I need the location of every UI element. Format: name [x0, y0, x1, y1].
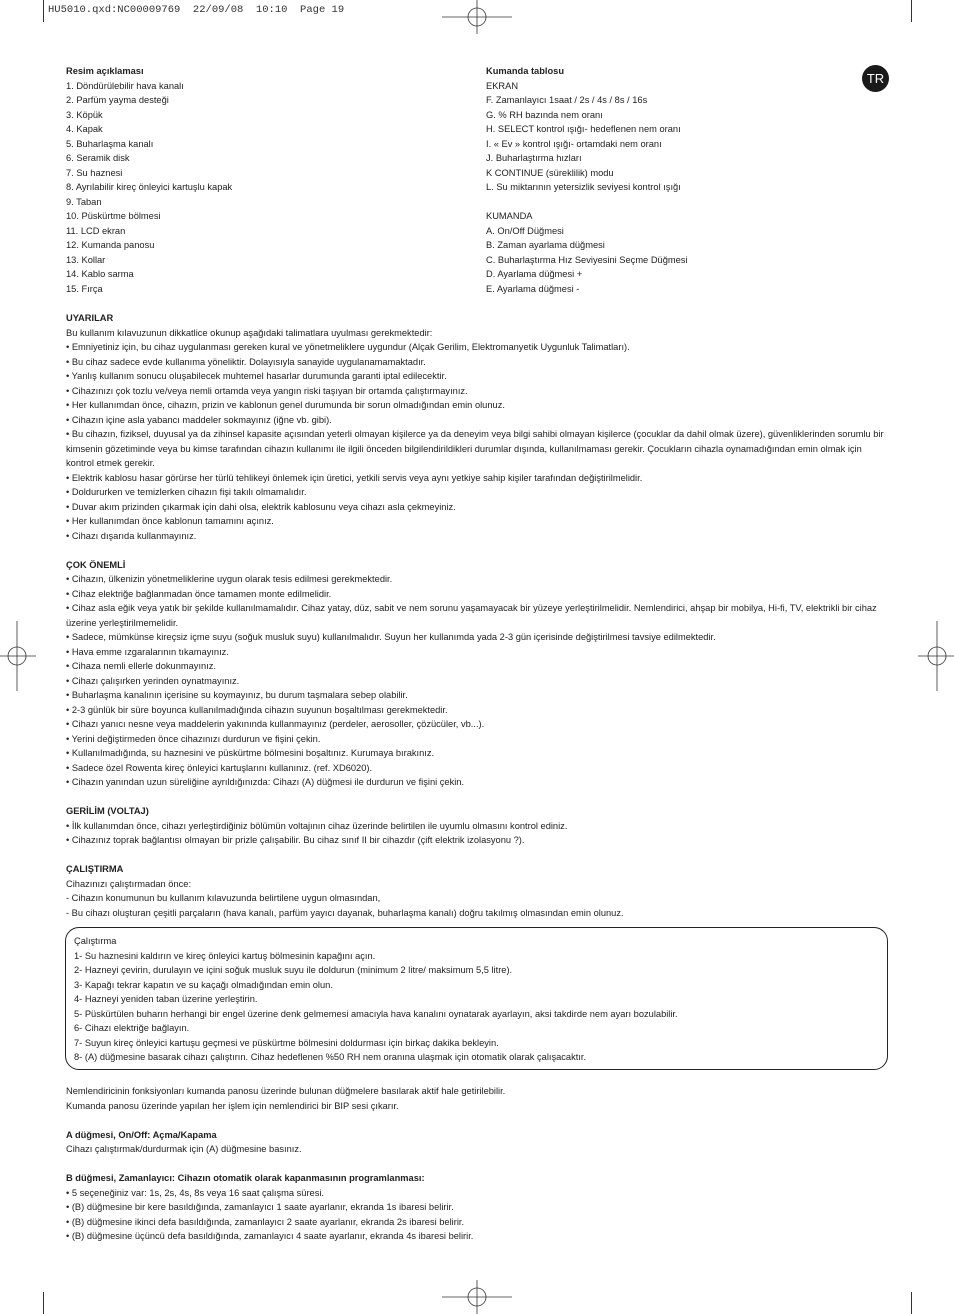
important-item: • Cihaza nemli ellerle dokunmayınız.	[66, 661, 217, 671]
button-b-item: • (B) düğmesine ikinci defa basıldığında, zamanlayıcı 2 saate ayarlanır, ekranda 2s ibaresi belirir.	[66, 1216, 465, 1227]
operation-box-title: Çalıştırma	[74, 936, 117, 946]
warning-item: • Bu cihazın, fiziksel, duyusal ya da zihinsel kapasite açısından yeterli olmayan kişilerce ya da deneyim veya bilgi sahibi olmayan kişilerce (çocuklar da dahil olmak üzere), güvenliklerinden sorumlu bir kimsenin gözetiminde veya bu kimse tarafından cihazın kullanımı ile ilgili önceden bilgilendirildikleri durumlar dışında, kullanılmaması gerekir. Çocukların cihazla oynamadığından emin olmak için kontrol etmek gerekir.	[66, 429, 884, 468]
panel-item: A. On/Off Düğmesi	[486, 225, 564, 236]
important-item: • Cihaz asla eğik veya yatık bir şekilde kullanılmamalıdır. Cihaz yatay, düz, sabit ve nem sorunu yaşamayacak bir yüzeye yerleştirilmelidir. Nemlendirici, ahşap bir mobilya, Hi-fi, TV, elektrikli bir cihaz üzerine yerleştirilmemelidir.	[66, 603, 877, 628]
important-item: • Sadece özel Rowenta kireç önleyici kartuşlarını kullanınız. (ref. XD6020).	[66, 762, 373, 773]
warning-item: • Elektrik kablosu hasar görürse her türlü tehlikeyi önlemek için üretici, yetkili servis veya aynı yetkiye sahip kişiler tarafından değiştirilmelidir.	[66, 472, 643, 483]
screen-item: I. « Ev » kontrol ışığı- ortamdaki nem oranı	[486, 138, 662, 149]
parts-item: 4. Kapak	[66, 124, 103, 134]
important-item: • 2-3 günlük bir süre boyunca kullanılmadığında cihazın suyunun boşaltılması gerekmektedir.	[66, 704, 448, 715]
crop-mark-top-right	[911, 0, 912, 22]
operation-item: - Cihazın konumunun bu kullanım kılavuzunda belirtilene uygun olmasından,	[66, 893, 381, 903]
registration-mark-top	[442, 0, 512, 34]
parts-item: 2. Parfüm yayma desteği	[66, 95, 169, 105]
parts-item: 1. Döndürülebilir hava kanalı	[66, 80, 184, 91]
warning-item: • Emniyetiniz için, bu cihaz uygulanması gereken kural ve yönetmeliklere uygundur (Alçak Gerilim, Elektromanyetik Uygunluk Talimatları).	[66, 342, 630, 352]
panel-item: D. Ayarlama düğmesi +	[486, 269, 583, 279]
parts-list	[66, 64, 466, 296]
button-a-title: A düğmesi, On/Off: Açma/Kapama	[66, 1129, 217, 1140]
button-b-item: • (B) düğmesine bir kere basıldığında, zamanlayıcı 1 saate ayarlanır, ekranda 1s ibaresi belirir.	[66, 1202, 454, 1212]
warning-item: • Cihazınızı çok tozlu ve/veya nemli ortamda veya yangın riski taşıyan bir ortamda çalıştırmayınız.	[66, 385, 468, 396]
operation-step: 3- Kapağı tekrar kapatın ve su kaçağı olmadığından emin olun.	[74, 979, 333, 990]
warning-item: • Cihazı dışarıda kullanmayınız.	[66, 530, 197, 541]
parts-title: Resim açıklaması	[66, 66, 144, 76]
voltage-title: GERİLİM (VOLTAJ)	[66, 806, 149, 816]
warning-item: • Cihazın içine asla yabancı maddeler sokmayınız (iğne vb. gibi).	[66, 414, 332, 425]
operation-section	[66, 862, 888, 1113]
screen-item: H. SELECT kontrol ışığı- hedeflenen nem oranı	[486, 124, 681, 134]
screen-item: F. Zamanlayıcı 1saat / 2s / 4s / 8s / 16s	[486, 95, 648, 105]
warnings-title: UYARILAR	[66, 313, 114, 323]
button-b-title: B düğmesi, Zamanlayıcı: Cihazın otomatik olarak kapanmasının programlanması:	[66, 1173, 425, 1183]
parts-item: 15. Fırça	[66, 283, 103, 294]
warning-item: • Doldururken ve temizlerken cihazın fişi takılı olmamalıdır.	[66, 487, 307, 497]
important-item: • Cihazı yanıcı nesne veya maddelerin yakınında kullanmayınız (perdeler, aerosoller, çözücüler, vb...).	[66, 719, 485, 729]
registration-mark-left	[0, 621, 36, 691]
warning-item: • Bu cihaz sadece evde kullanıma yöneliktir. Dolayısıyla sanayide uygulanamamaktadır.	[66, 356, 426, 367]
button-b-item: • 5 seçeneğiniz var: 1s, 2s, 4s, 8s veya 16 saat çalışma süresi.	[66, 1187, 325, 1198]
voltage-item: • İlk kullanımdan önce, cihazı yerleştirdiğiniz bölümün voltajının cihaz üzerinde belirtilen ile uyumlu olmasını kontrol ediniz.	[66, 820, 568, 831]
registration-mark-bottom	[442, 1280, 512, 1314]
button-a-section	[66, 1128, 888, 1157]
registration-mark-right	[918, 621, 954, 691]
button-b-section	[66, 1171, 888, 1244]
important-item: • Sadece, mümkünse kireçsiz içme suyu (soğuk musluk suyu) kullanılmalıdır. Suyun her kullanımda yada 2-3 gün içerisinde değiştirilmesi tavsiye edilmektedir.	[66, 632, 716, 642]
operation-step: 2- Hazneyi çevirin, durulayın ve içini soğuk musluk suyu ile doldurun (minimum 2 litre/ maksimum 5,5 litre).	[74, 965, 513, 975]
operation-step: 8- (A) düğmesine basarak cihazı çalıştırın. Cihaz hedeflenen %50 RH nem oranına ulaşmak için otomatik olarak çalışacaktır.	[74, 1052, 587, 1062]
main-body	[66, 311, 888, 1244]
important-item: • Yerini değiştirmeden önce cihazınızı durdurun ve fişini çekin.	[66, 733, 321, 744]
parts-item: 10. Püskürtme bölmesi	[66, 211, 161, 221]
control-title: Kumanda tablosu	[486, 66, 564, 76]
important-item: • Cihaz elektriğe bağlanmadan önce tamamen monte edilmelidir.	[66, 588, 332, 599]
operation-step: 6- Cihazı elektriğe bağlayın.	[74, 1023, 190, 1033]
parts-item: 8. Ayrılabilir kireç önleyici kartuşlu kapak	[66, 182, 233, 192]
crop-mark-bottom-left	[43, 1292, 44, 1314]
operation-item: - Bu cihazı oluşturan çeşitli parçaların (hava kanalı, parfüm yayıcı dayanak, buharlaşma kanalı) doğru takılmış olmasından emin olunuz.	[66, 907, 624, 918]
important-item: • Buharlaşma kanalının içerisine su koymayınız, bu durum taşmalara sebep olabilir.	[66, 690, 408, 700]
important-item: • Cihazı çalışırken yerinden oynatmayınız.	[66, 675, 240, 686]
operation-intro: Cihazınızı çalıştırmadan önce:	[66, 878, 192, 889]
important-item: • Cihazın yanından uzun süreliğine ayrıldığınızda: Cihazı (A) düğmesi ile durdurun ve fişini çekin.	[66, 777, 465, 787]
operation-steps-box	[65, 927, 888, 1070]
print-slug: HU5010.qxd:NC00009769 22/09/08 10:10 Page 19	[48, 4, 345, 16]
important-item: • Kullanılmadığında, su haznesini ve püskürtme bölmesini boşaltınız. Kurumaya bırakınız.	[66, 748, 435, 758]
warning-item: • Her kullanımdan önce kablonun tamamını açınız.	[66, 516, 274, 526]
warning-item: • Yanlış kullanım sonucu oluşabilecek muhtemel hasarlar durumunda garanti iptal edilecektir.	[66, 371, 447, 381]
warning-item: • Duvar akım prizinden çıkarmak için dahi olsa, elektrik kablosunu veya cihazı asla çekmeyiniz.	[66, 501, 456, 512]
warning-item: • Her kullanımdan önce, cihazın, prizin ve kablonun genel durumunda bir sorun olmadığından emin olunuz.	[66, 400, 505, 410]
screen-item: G. % RH bazında nem oranı	[486, 109, 603, 120]
important-item: • Cihazın, ülkenizin yönetmeliklerine uygun olarak tesis edilmesi gerekmektedir.	[66, 574, 393, 584]
warnings-section	[66, 311, 888, 543]
parts-item: 14. Kablo sarma	[66, 269, 134, 279]
crop-mark-bottom-right	[911, 1292, 912, 1314]
panel-heading: KUMANDA	[486, 211, 533, 221]
operation-note: Nemlendiricinin fonksiyonları kumanda panosu üzerinde bulunan düğmelere basılarak aktif hale getirilebilir.	[66, 1086, 506, 1096]
screen-item: L. Su miktarının yetersizlik seviyesi kontrol ışığı	[486, 182, 681, 192]
parts-item: 7. Su haznesi	[66, 167, 123, 178]
operation-title: ÇALIŞTIRMA	[66, 864, 124, 874]
panel-item: B. Zaman ayarlama düğmesi	[486, 240, 605, 250]
important-title: ÇOK ÖNEMLİ	[66, 559, 126, 570]
control-table	[486, 64, 856, 296]
button-a-text: Cihazı çalıştırmak/durdurmak için (A) düğmesine basınız.	[66, 1144, 302, 1154]
operation-note: Kumanda panosu üzerinde yapılan her işlem için nemlendirici bir BIP sesi çıkarır.	[66, 1100, 399, 1111]
warnings-intro: Bu kullanım kılavuzunun dikkatlice okunup aşağıdaki talimatlara uyulması gerekmektedir:	[66, 327, 433, 338]
operation-step: 7- Suyun kireç önleyici kartuşu geçmesi ve püskürtme bölmesini doldurması için birkaç dakika bekleyin.	[74, 1037, 499, 1048]
parts-item: 13. Kollar	[66, 254, 106, 265]
screen-heading: EKRAN	[486, 80, 519, 91]
language-badge: TR	[862, 65, 889, 92]
parts-item: 6. Seramik disk	[66, 153, 130, 163]
panel-item: C. Buharlaştırma Hız Seviyesini Seçme Düğmesi	[486, 254, 688, 265]
voltage-section	[66, 804, 888, 848]
parts-item: 12. Kumanda panosu	[66, 240, 155, 250]
parts-item: 5. Buharlaşma kanalı	[66, 138, 154, 149]
operation-step: 5- Püskürtülen buharın herhangi bir engel üzerine denk gelmemesi amacıyla hava kanalını oynatarak ayarlayın, aksi takdirde nem ayarı bozulabilir.	[74, 1008, 678, 1019]
voltage-item: • Cihazınız toprak bağlantısı olmayan bir prizle çalışabilir. Bu cihaz sınıf II bir cihazdır (çift elektrik izolasyonu ?).	[66, 835, 525, 845]
panel-item: E. Ayarlama düğmesi -	[486, 283, 580, 294]
operation-step: 1- Su haznesini kaldırın ve kireç önleyici kartuş bölmesinin kapağını açın.	[74, 950, 376, 961]
parts-item: 9. Taban	[66, 196, 102, 207]
screen-item: J. Buharlaştırma hızları	[486, 153, 582, 163]
parts-item: 11. LCD ekran	[66, 225, 126, 236]
important-section	[66, 558, 888, 790]
important-item: • Hava emme ızgaralarının tıkamayınız.	[66, 646, 229, 657]
screen-item: K CONTINUE (süreklilik) modu	[486, 167, 614, 178]
crop-mark-top-left	[43, 0, 44, 22]
button-b-item: • (B) düğmesine üçüncü defa basıldığında, zamanlayıcı 4 saate ayarlanır, ekranda 4s ibaresi belirir.	[66, 1231, 474, 1241]
operation-step: 4- Hazneyi yeniden taban üzerine yerleştirin.	[74, 994, 258, 1004]
parts-item: 3. Köpük	[66, 109, 103, 120]
